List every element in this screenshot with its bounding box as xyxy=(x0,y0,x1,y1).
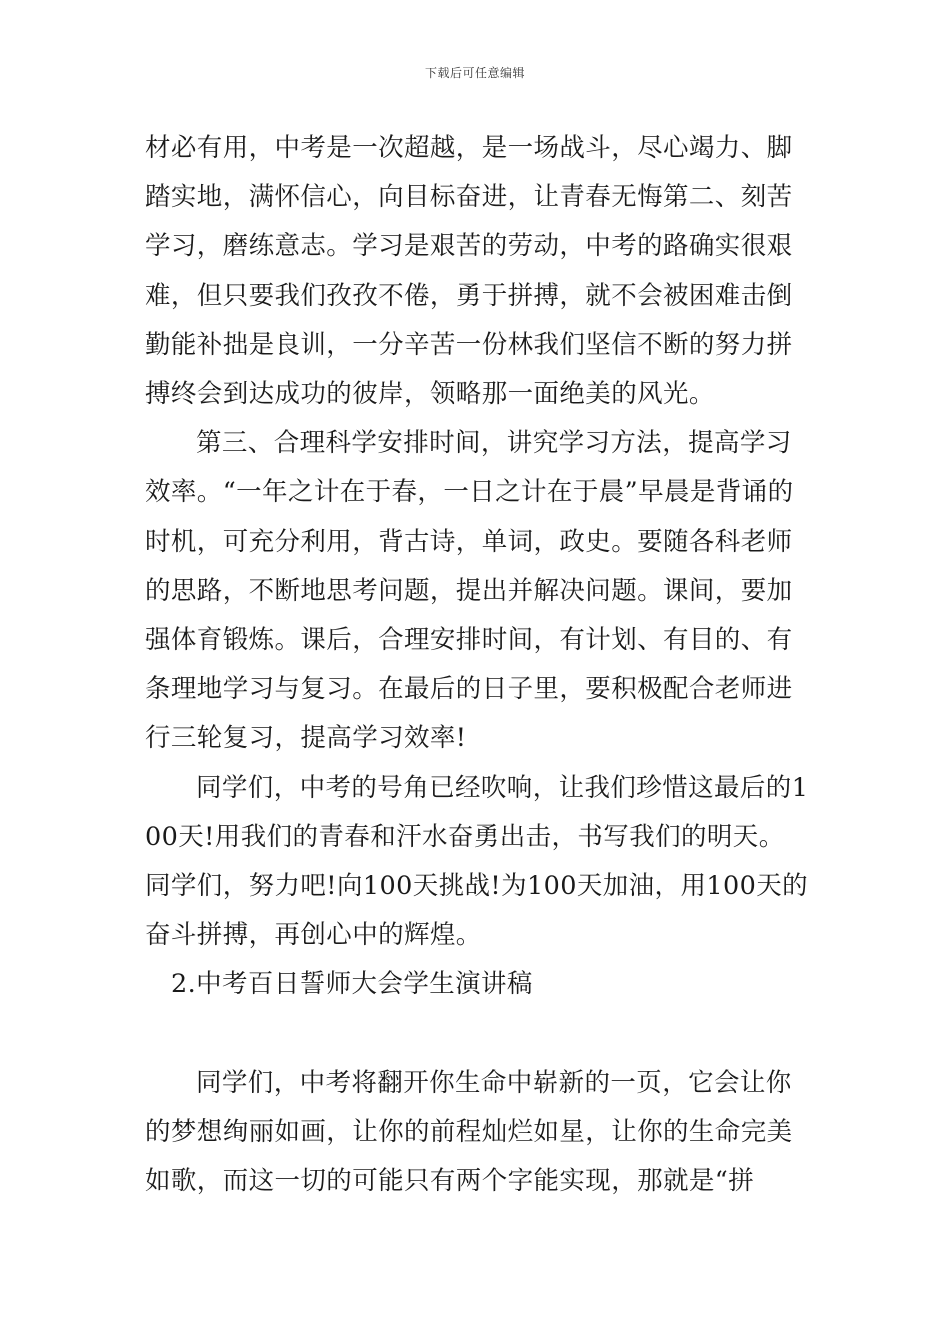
paragraph: 同学们，中考的号角已经吹响，让我们珍惜这最后的100天!用我们的青春和汗水奋勇出击，书写我们的明天。同学们，努力吧!向100天挑战!为100天加油，用100天的奋斗拼搏，再创心中的辉煌。 xyxy=(145,772,809,951)
document-body xyxy=(145,124,810,1206)
paragraph: 第三、合理科学安排时间，讲究学习方法，提高学习效率。“一年之计在于春，一日之计在于晨”早晨是背诵的时机，可充分利用，背古诗，单词，政史。要随各科老师的思路，不断地思考问题，提出并解决问题。课间，要加强体育锻炼。课后，合理安排时间，有计划、有目的、有条理地学习与复习。在最后的日子里，要积极配合老师进行三轮复习，提高学习效率! xyxy=(145,428,794,754)
paragraph: 同学们，中考将翻开你生命中崭新的一页，它会让你的梦想绚丽如画，让你的前程灿烂如星，让你的生命完美如歌，而这一切的可能只有两个字能实现，那就是“拼 xyxy=(145,1067,793,1197)
page-header: 下载后可任意编辑 xyxy=(424,66,525,80)
blank-line xyxy=(145,1010,810,1059)
paragraph: 材必有用，中考是一次超越，是一场战斗，尽心竭力、脚踏实地，满怀信心，向目标奋进，让青春无悔第二、刻苦学习，磨练意志。学习是艰苦的劳动，中考的路确实很艰难，但只要我们孜孜不倦，勇于拼搏，就不会被困难击倒勤能补拙是良训，一分辛苦一份林我们坚信不断的努力拼搏终会到达成功的彼岸，领略那一面绝美的风光。 xyxy=(145,133,793,410)
section-heading: 2.中考百日誓师大会学生演讲稿 xyxy=(171,969,533,1000)
